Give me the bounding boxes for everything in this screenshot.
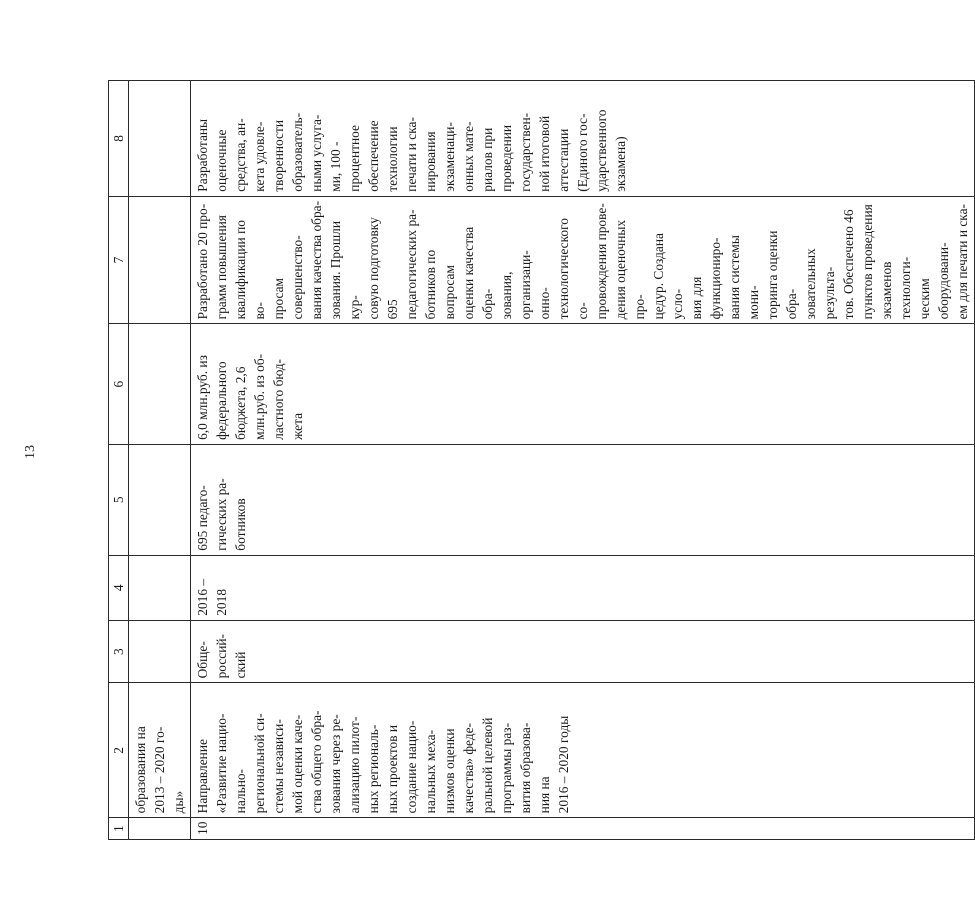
- cell-period: 2016 – 2018: [191, 555, 975, 620]
- cell-funding: [129, 324, 191, 444]
- cell-outcomes: [129, 81, 191, 197]
- header-col-2: 2: [109, 683, 129, 818]
- cell-funding: 6,0 млн.руб. из федерального бюджета, 2,6 млн.руб. из об- ластного бюд- жета: [191, 324, 975, 444]
- header-col-1: 1: [109, 818, 129, 840]
- cell-participants: [129, 444, 191, 555]
- cell-number: 10: [191, 818, 975, 840]
- header-col-5: 5: [109, 444, 129, 555]
- program-table: [108, 80, 975, 840]
- cell-level: Обще- россий- ский: [191, 620, 975, 683]
- table-row-continued: [129, 81, 191, 840]
- header-col-6: 6: [109, 324, 129, 444]
- cell-name: образования на 2013 – 2020 го- ды»: [129, 683, 191, 818]
- cell-results: [129, 196, 191, 324]
- cell-outcomes: Разработаны оценочные средства, ан- кета удовле- творенности образователь- ными услуга- ми, 100 - процентное обеспечение технологии печати и ска- нирования экзаменаци- онных мате- риалов при проведении государствен- ной итоговой аттестации (Единого гос- ударственного экзамена): [191, 81, 975, 197]
- header-row: [109, 81, 129, 840]
- cell-level: [129, 620, 191, 683]
- cell-period: [129, 555, 191, 620]
- cell-name: Направление «Развитие нацио- нально- региональной си- стемы независи- мой оценки каче- ства общего обра- зования через ре- ализацию пилот- ных региональ- ных проектов и создание нацио- нальных меха- низмов оценки качества» феде- ральной целевой программы раз- вития образова- ния на 2016 – 2020 годы: [191, 683, 975, 818]
- header-col-4: 4: [109, 555, 129, 620]
- cell-results: Разработано 20 про- грамм повышения квалификации по во- просам совершенство- вания качества обра- зования. Прошли кур- совую подготовку 695 педагогических ра- ботников по вопросам оценки качества обра- зования, организаци- онно- технологического со- провождения прове- дения оценочных про- цедур. Создана усло- вия для функциониро- вания системы мони- торинга оценки обра- зовательных результа- тов. Обеспечено 46 пунктов проведения экзаменов технологи- ческим оборудовани- ем для печати и ска-: [191, 196, 975, 324]
- header-col-8: 8: [109, 81, 129, 197]
- header-col-7: 7: [109, 196, 129, 324]
- page-number: 13: [23, 445, 38, 459]
- cell-number: [129, 818, 191, 840]
- table-row-10: [191, 81, 975, 840]
- header-col-3: 3: [109, 620, 129, 683]
- rotated-table-container: [108, 80, 970, 840]
- cell-participants: 695 педаго- гических ра- ботников: [191, 444, 975, 555]
